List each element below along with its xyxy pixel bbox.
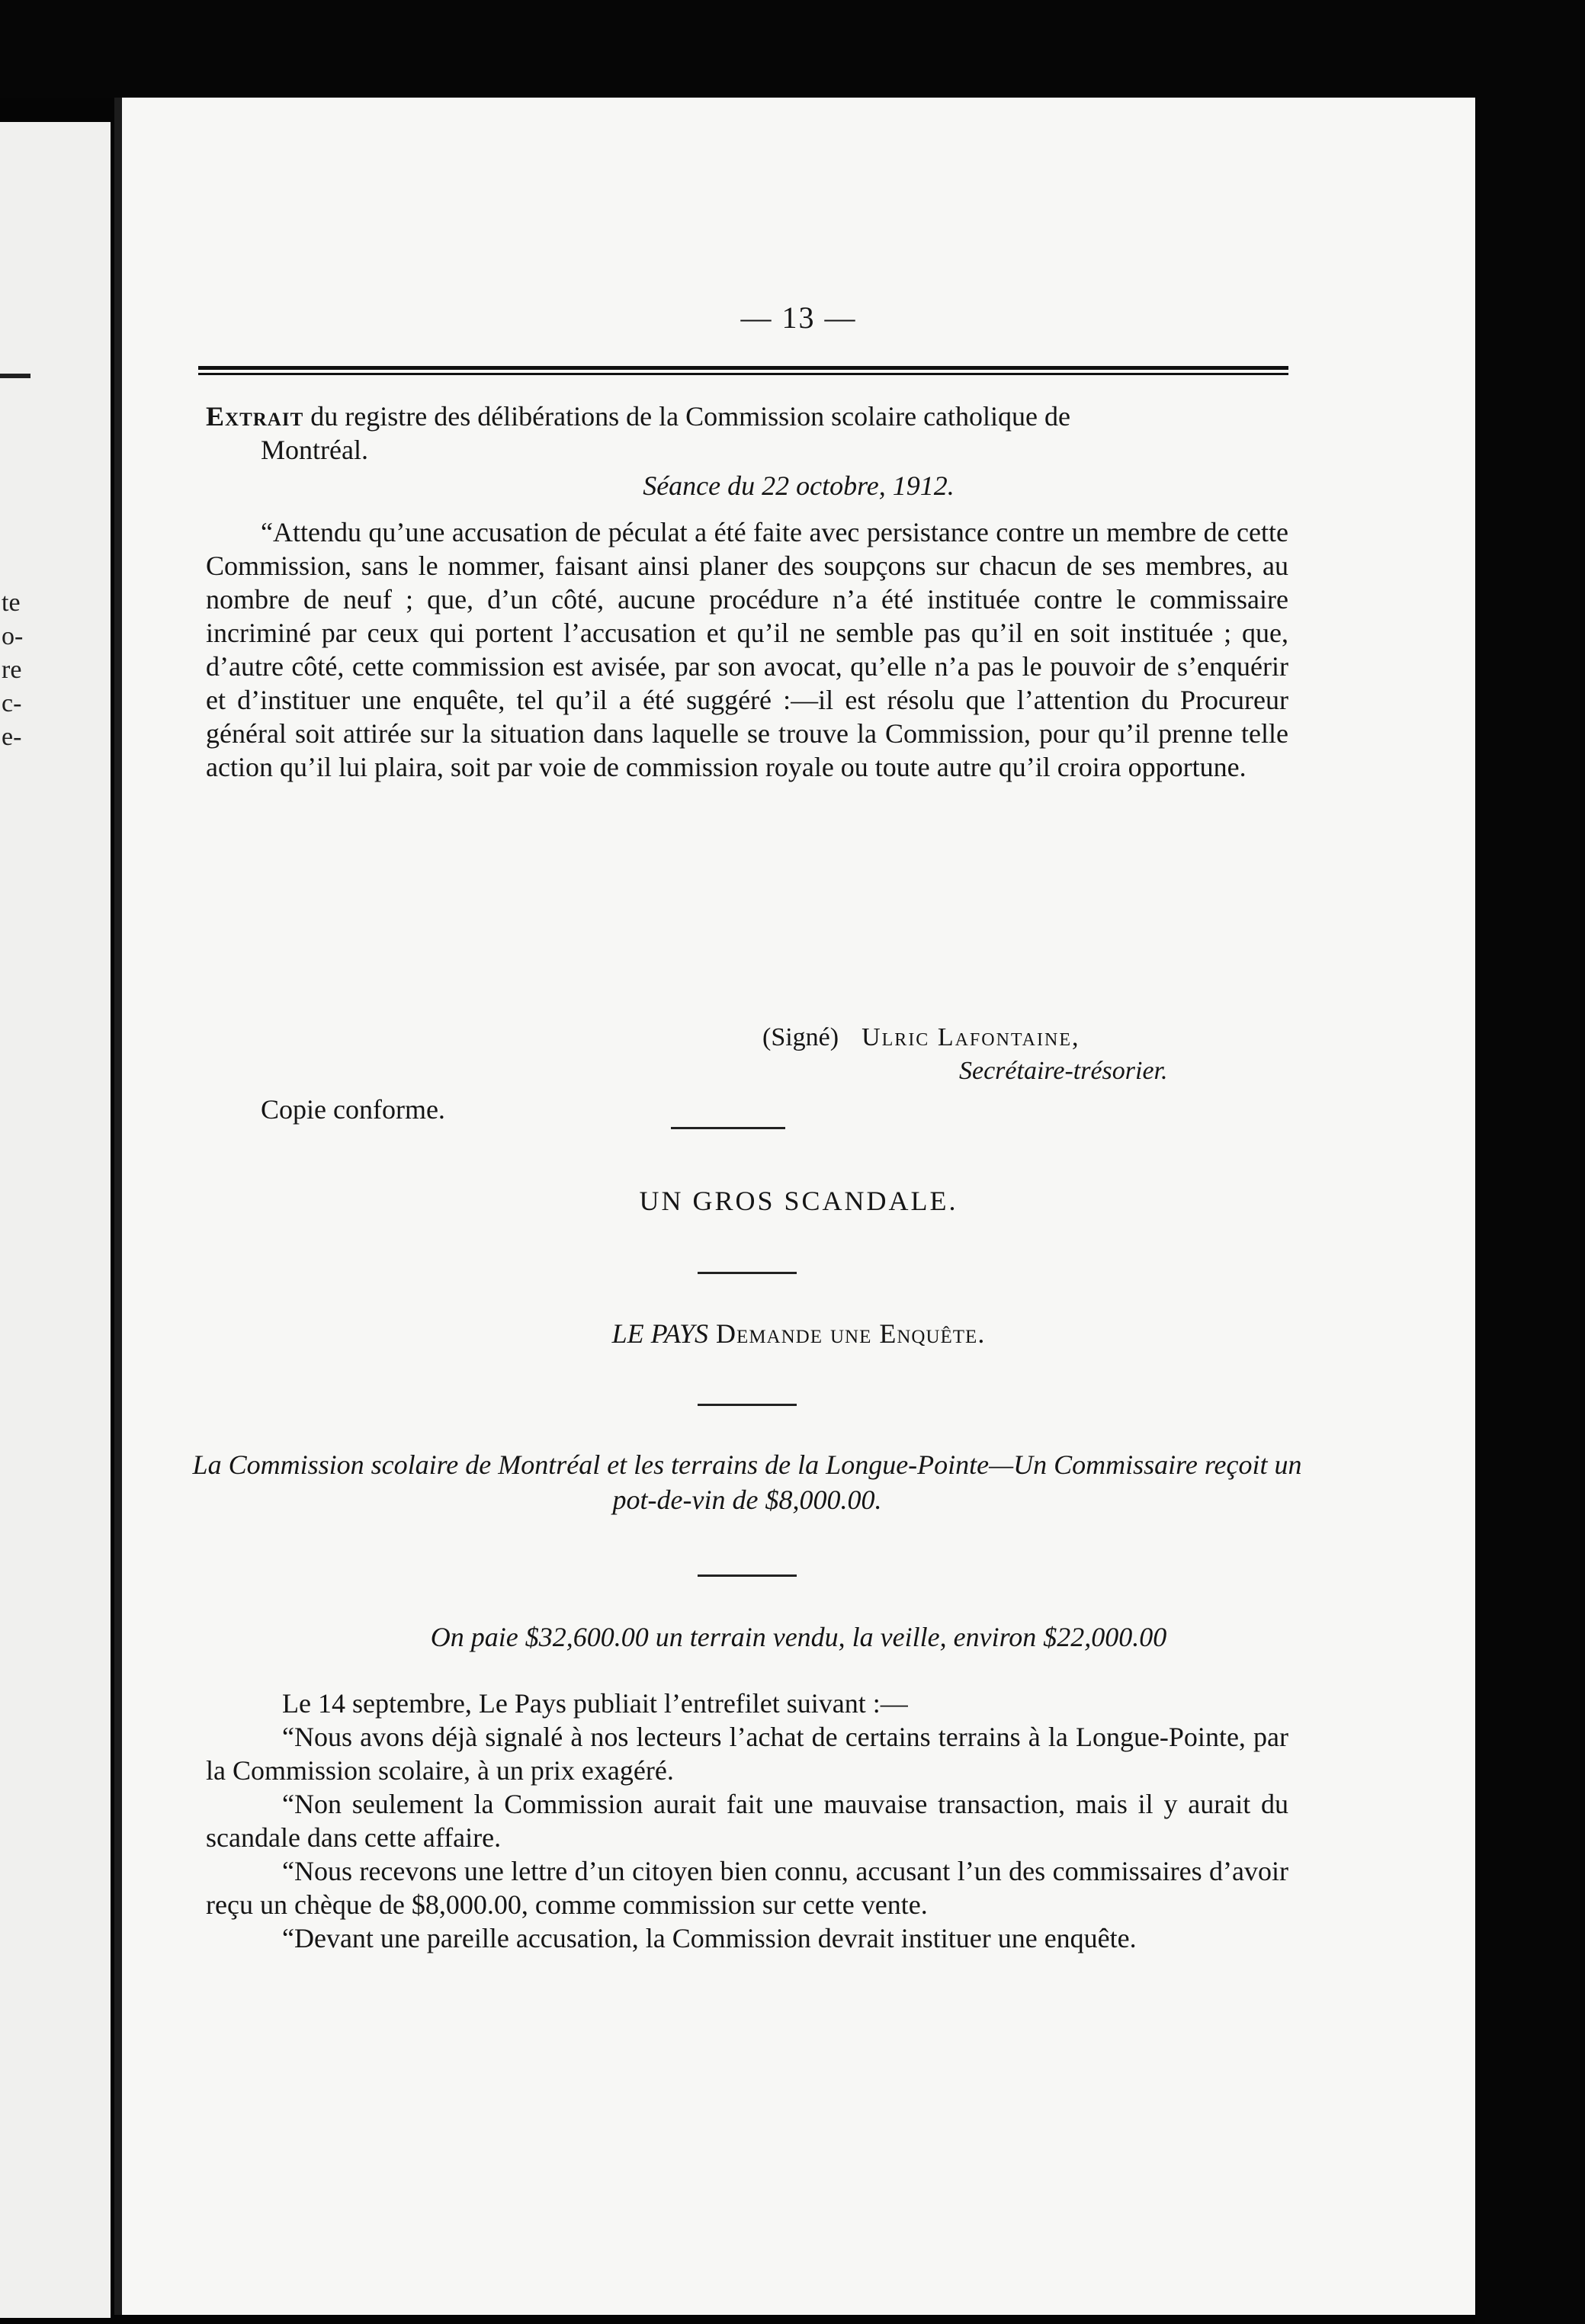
extract-lead: Extrait (206, 401, 304, 432)
article-subtitle: La Commission scolaire de Montréal et les terrains de la Longue-Pointe—Un Commissaire reçoit un pot-de-vin de $8,000.00. (192, 1449, 1302, 1515)
scan-border-right (1475, 0, 1585, 2324)
signatory-title: Secrétaire-trésorier. (959, 1057, 1168, 1085)
body-paragraph: Le 14 septembre, Le Pays publiait l’entrefilet suivant :— (282, 1688, 908, 1719)
body-paragraph: “Nous recevons une lettre d’un citoyen bien connu, accusant l’un des commissaires d’avoir reçu un chèque de $8,000.00, comme commission sur cette vente. (206, 1856, 1288, 1920)
session-date: Séance du 22 octobre, 1912. (643, 470, 955, 501)
fragment-line: o- (2, 622, 24, 650)
page-number: — 13 — (740, 300, 857, 335)
scan-border-top (0, 0, 1585, 98)
heading-pays (122, 1318, 1475, 1350)
signed-label: (Signé) (762, 1023, 839, 1051)
section-divider (698, 1404, 797, 1406)
section-divider (698, 1574, 797, 1577)
section-divider (671, 1127, 785, 1129)
heading-pays-rest: Demande une Enquête. (708, 1318, 986, 1349)
heading-scandale: UN GROS SCANDALE. (639, 1186, 958, 1216)
price-line: On paie $32,600.00 un terrain vendu, la veille, environ $22,000.00 (430, 1622, 1167, 1652)
fragment-line: te (2, 589, 21, 617)
body-paragraph: “Non seulement la Commission aurait fait une mauvaise transaction, mais il y aurait du scandale dans cette affaire. (206, 1789, 1288, 1853)
fragment-line: e- (2, 723, 22, 751)
signature-line (762, 1023, 1080, 1052)
fragment-line: re (2, 656, 22, 684)
adjacent-page-fragment (0, 122, 111, 2318)
document-page (114, 98, 1475, 2315)
newspaper-name: LE PAYS (611, 1318, 709, 1349)
body-paragraph: “Devant une pareille accusation, la Commission devrait instituer une enquête. (282, 1923, 1137, 1953)
fragment-line: c- (2, 689, 22, 717)
extract-heading (206, 400, 1288, 467)
extract-text: du registre des délibérations de la Commission scolaire catholique de (303, 401, 1070, 432)
extract-continuation: Montréal. (261, 435, 368, 465)
resolution-text (206, 515, 1288, 784)
body-paragraph: “Nous avons déjà signalé à nos lecteurs l’achat de certains terrains à la Longue-Pointe, par la Commission scolaire, à un prix exagéré. (206, 1722, 1288, 1786)
signatory-name: Ulric Lafontaine, (861, 1023, 1080, 1051)
article-body (206, 1687, 1288, 1955)
adjacent-page-text (2, 122, 108, 2318)
resolution-paragraph: “Attendu qu’une accusation de péculat a été faite avec persistance contre un membre de cette Commission, sans le nommer, faisant ainsi planer des soupçons sur chacun de ses membres, au nombre de neuf ; que, d’un côté, aucune procédure n’a été instituée contre le commissaire incriminé par ceux qui portent l’accusation et qu’il ne semble pas qu’il en soit instituée ; que, d’autre côté, cette commission est avisée, par son avocat, qu’elle n’a pas le pouvoir de s’enquérir et d’instituer une enquête, tel qu’il a été suggéré :—il est résolu que l’attention du Procureur général soit attirée sur la situation dans laquelle se trouve la Commission, pour qu’il prenne telle action qu’il lui plaira, soit par voie de commission royale ou toute autre qu’il croira opportune. (206, 517, 1288, 782)
header-rule (198, 366, 1288, 375)
section-divider (698, 1272, 797, 1274)
copy-conform-note: Copie conforme. (261, 1094, 445, 1125)
